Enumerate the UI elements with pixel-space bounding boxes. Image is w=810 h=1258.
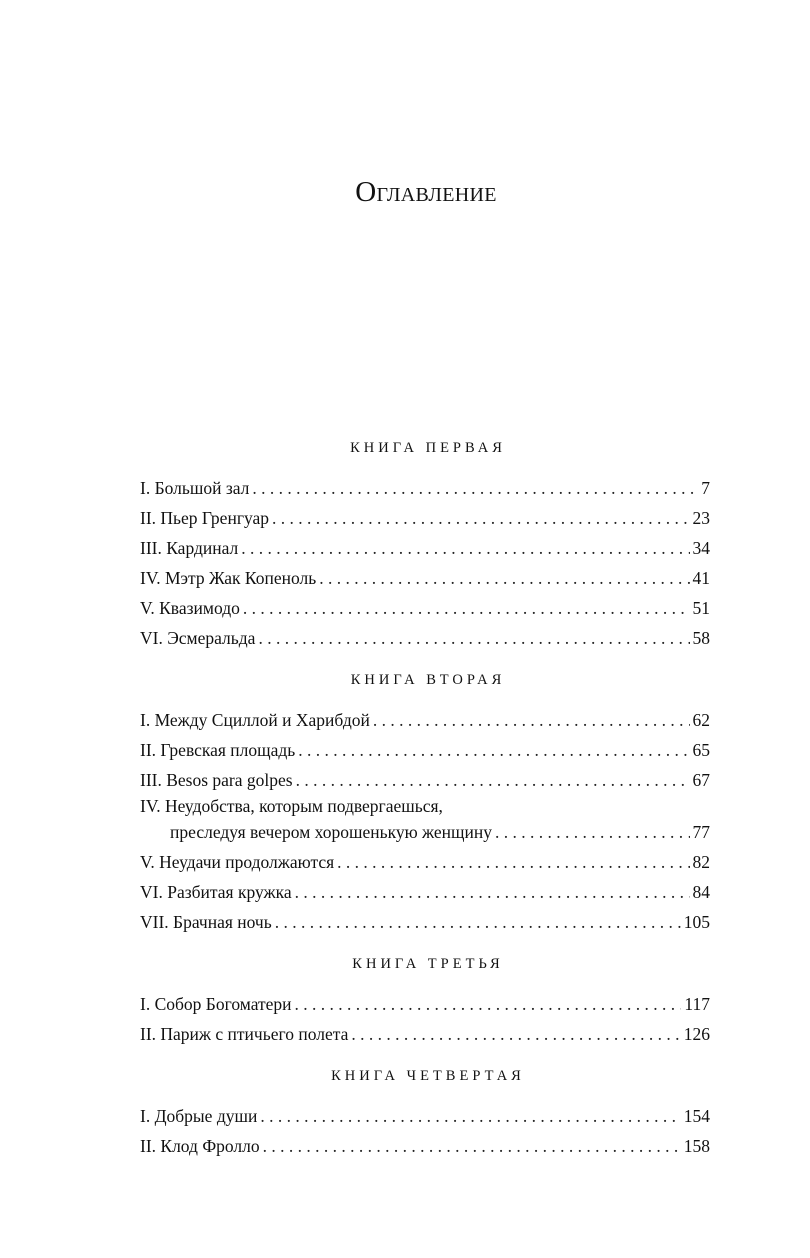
chapter-title: I. Большой зал	[140, 478, 250, 498]
chapter-title: II. Гревская площадь	[140, 740, 296, 760]
dot-leader	[243, 593, 690, 623]
toc-entry[interactable]	[140, 533, 710, 563]
chapter-title: IV. Неудобства, которым подвергаешься,	[140, 796, 443, 816]
page-number: 51	[692, 598, 710, 618]
toc-entry[interactable]	[140, 1019, 710, 1049]
book-section	[140, 436, 710, 653]
toc-entry[interactable]	[140, 735, 710, 765]
page-number: 82	[692, 852, 710, 872]
page-number: 105	[683, 912, 710, 932]
dot-leader	[295, 877, 690, 907]
toc-entry[interactable]	[140, 795, 710, 847]
chapter-title: III. Besos para golpes	[140, 770, 293, 790]
book-heading: КНИГА ТРЕТЬЯ	[352, 956, 504, 972]
page-title: Оглавление	[355, 176, 497, 208]
chapter-title: I. Добрые души	[140, 1106, 258, 1126]
book-section	[140, 1064, 710, 1161]
chapter-title: II. Клод Фролло	[140, 1136, 260, 1156]
page-number: 154	[683, 1106, 710, 1126]
dot-leader	[258, 623, 689, 653]
chapter-list	[140, 1101, 710, 1161]
toc-entry[interactable]	[140, 705, 710, 735]
dot-leader	[295, 989, 682, 1019]
dot-leader	[373, 705, 690, 735]
toc-entry[interactable]	[140, 503, 710, 533]
chapter-title: VI. Эсмеральда	[140, 628, 256, 648]
dot-leader	[296, 765, 690, 795]
page-number: 34	[692, 538, 710, 558]
chapter-list	[140, 473, 710, 653]
chapter-list	[140, 989, 710, 1049]
chapter-title: VII. Брачная ночь	[140, 912, 272, 932]
page-number: 41	[692, 568, 710, 588]
toc-entry[interactable]	[140, 847, 710, 877]
toc-entry[interactable]	[140, 907, 710, 937]
page-number: 67	[692, 770, 710, 790]
toc-entry[interactable]	[140, 765, 710, 795]
toc-entry[interactable]	[140, 877, 710, 907]
page-number: 65	[692, 740, 710, 760]
page-number: 58	[692, 628, 710, 648]
chapter-title: VI. Разбитая кружка	[140, 882, 292, 902]
book-heading: КНИГА ПЕРВАЯ	[350, 440, 506, 456]
chapter-title: I. Собор Богоматери	[140, 994, 292, 1014]
book-heading: КНИГА ВТОРАЯ	[350, 672, 506, 688]
page-number: 62	[692, 710, 710, 730]
page-number: 77	[692, 822, 710, 842]
book-section	[140, 668, 710, 937]
chapter-title: II. Париж с птичьего полета	[140, 1024, 349, 1044]
page-number: 158	[683, 1136, 710, 1156]
toc-entry[interactable]	[140, 989, 710, 1019]
toc-entry[interactable]	[140, 473, 710, 503]
page-number: 7	[701, 478, 710, 498]
book-section	[140, 952, 710, 1049]
chapter-title: II. Пьер Гренгуар	[140, 508, 270, 528]
chapter-title-continuation-row	[140, 817, 710, 847]
dot-leader	[260, 1101, 680, 1131]
dot-leader	[272, 503, 689, 533]
page-number: 84	[692, 882, 710, 902]
chapter-title: V. Неудачи продолжаются	[140, 852, 335, 872]
toc-entry[interactable]	[140, 1131, 710, 1161]
table-of-contents	[140, 436, 710, 1161]
dot-leader	[351, 1019, 680, 1049]
chapter-title: III. Кардинал	[140, 538, 239, 558]
chapter-list	[140, 705, 710, 937]
dot-leader	[275, 907, 681, 937]
dot-leader	[298, 735, 689, 765]
chapter-title: I. Между Сциллой и Харибдой	[140, 710, 370, 730]
page-number: 117	[684, 994, 710, 1014]
dot-leader	[319, 563, 689, 593]
page-number: 126	[683, 1024, 710, 1044]
dot-leader	[252, 473, 698, 503]
dot-leader	[495, 817, 690, 847]
toc-entry[interactable]	[140, 623, 710, 653]
chapter-title: V. Квазимодо	[140, 598, 240, 618]
toc-entry[interactable]	[140, 1101, 710, 1131]
book-heading: КНИГА ЧЕТВЕРТАЯ	[331, 1068, 525, 1084]
chapter-title: IV. Мэтр Жак Копеноль	[140, 568, 317, 588]
dot-leader	[263, 1131, 681, 1161]
toc-entry[interactable]	[140, 593, 710, 623]
dot-leader	[241, 533, 689, 563]
toc-entry[interactable]	[140, 563, 710, 593]
page-number: 23	[692, 508, 710, 528]
chapter-title-continuation: преследуя вечером хорошенькую женщину	[170, 822, 492, 842]
dot-leader	[337, 847, 689, 877]
